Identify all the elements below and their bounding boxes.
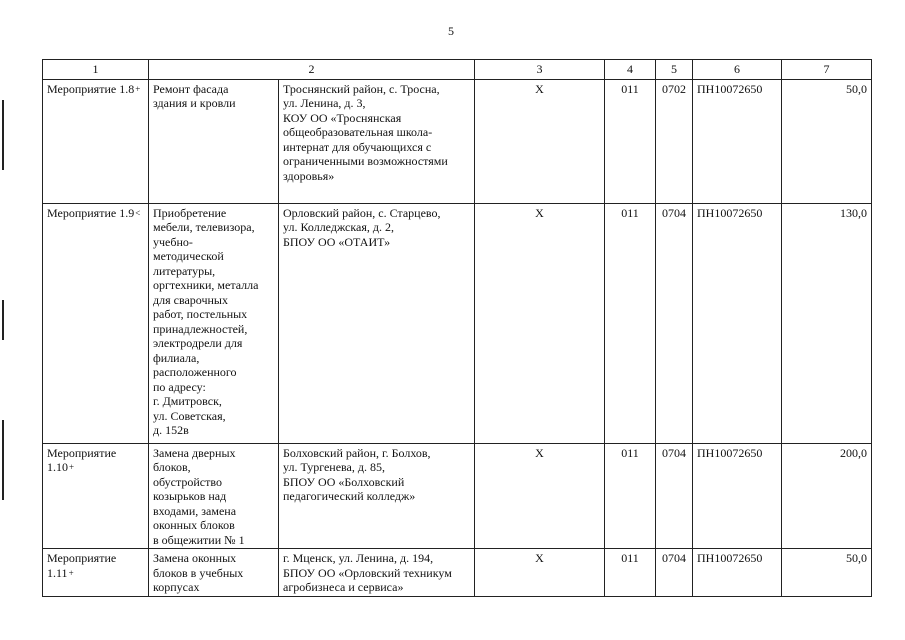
section-cell: [656, 443, 693, 549]
event-cell: [43, 443, 149, 549]
target-code-cell-text: ПН10072650: [697, 551, 763, 565]
location-cell: [279, 549, 475, 597]
code-cell-text: 011: [621, 205, 639, 220]
col3-cell: [475, 443, 605, 549]
location-cell: [279, 443, 475, 549]
table-row: [43, 79, 872, 203]
section-cell: [656, 79, 693, 203]
description-cell-text: Ремонт фасада здания и кровли: [153, 81, 236, 110]
column-header: 6: [693, 60, 782, 80]
handwritten-mark: +: [135, 83, 141, 94]
col3-cell-text: Х: [535, 551, 544, 565]
binding-mark: [2, 420, 4, 500]
code-cell-text: 011: [621, 551, 639, 565]
column-header: 5: [656, 60, 693, 80]
code-cell-text: 011: [621, 445, 639, 460]
handwritten-mark: +: [68, 567, 74, 578]
section-cell-text: 0704: [662, 445, 686, 460]
col3-cell-text: Х: [535, 445, 544, 460]
event-cell: [43, 203, 149, 443]
target-code-cell: [693, 203, 782, 443]
amount-cell-text: 130,0: [840, 205, 867, 220]
event-cell: [43, 549, 149, 597]
col3-cell: [475, 203, 605, 443]
description-cell: [149, 79, 279, 203]
code-cell: [605, 203, 656, 443]
code-cell-text: 011: [621, 81, 639, 96]
location-cell-text: Болховский район, г. Болхов, ул. Тургенева, д. 85, БПОУ ОО «Болховский педагогический колледж»: [283, 445, 431, 503]
section-cell: [656, 203, 693, 443]
event-cell-text: Мероприятие 1.11: [47, 551, 117, 580]
table-row: [43, 443, 872, 549]
column-header: 2: [149, 60, 475, 80]
location-cell-text: Орловский район, с. Старцево, ул. Колледжская, д. 2, БПОУ ОО «ОТАИТ»: [283, 205, 441, 249]
description-cell: [149, 443, 279, 549]
col3-cell-text: Х: [535, 205, 544, 220]
amount-cell-text: 200,0: [840, 445, 867, 460]
amount-cell: [782, 443, 872, 549]
location-cell: [279, 79, 475, 203]
table-body: [43, 79, 872, 596]
table-row: [43, 203, 872, 443]
location-cell-text: г. Мценск, ул. Ленина, д. 194, БПОУ ОО «Орловский техникум агробизнеса и сервиса»: [283, 551, 452, 594]
column-header: 4: [605, 60, 656, 80]
description-cell: [149, 203, 279, 443]
description-cell: [149, 549, 279, 597]
table-header-row: [43, 60, 872, 80]
amount-cell-text: 50,0: [846, 551, 867, 565]
section-cell-text: 0702: [662, 81, 686, 96]
col3-cell-text: Х: [535, 81, 544, 96]
amount-cell: [782, 203, 872, 443]
target-code-cell-text: ПН10072650: [697, 81, 763, 96]
amount-cell: [782, 79, 872, 203]
column-header: 1: [43, 60, 149, 80]
event-cell-text: Мероприятие 1.10: [47, 445, 117, 474]
target-code-cell-text: ПН10072650: [697, 445, 763, 460]
column-header: 3: [475, 60, 605, 80]
event-cell-text: Мероприятие 1.8: [47, 81, 135, 96]
target-code-cell: [693, 549, 782, 597]
location-cell-text: Троснянский район, с. Тросна, ул. Ленина, д. 3, КОУ ОО «Троснянская общеобразовательная школа- интернат для обучающихся с ограниченными возможностями здоровья»: [283, 81, 448, 183]
code-cell: [605, 443, 656, 549]
description-cell-text: Замена дверных блоков, обустройство козырьков над входами, замена оконных блоков в общежитии № 1: [153, 445, 245, 547]
amount-cell-text: 50,0: [846, 81, 867, 96]
description-cell-text: Приобретение мебели, телевизора, учебно- методической литературы, оргтехники, металла для сварочных работ, постельных принадлежностей, электродрели для филиала, расположенного по адресу: г. Дмитровск, ул. Советская, д. 152в: [153, 205, 259, 437]
handwritten-mark: +: [69, 462, 75, 472]
target-code-cell-text: ПН10072650: [697, 205, 763, 220]
binding-mark: [2, 300, 4, 340]
event-cell-text: Мероприятие 1.9: [47, 205, 135, 220]
description-cell-text: Замена оконных блоков в учебных корпусах: [153, 551, 244, 594]
budget-table: [42, 59, 872, 597]
target-code-cell: [693, 79, 782, 203]
section-cell: [656, 549, 693, 597]
column-header: 7: [782, 60, 872, 80]
section-cell-text: 0704: [662, 205, 686, 220]
location-cell: [279, 203, 475, 443]
table-row: [43, 549, 872, 597]
col3-cell: [475, 549, 605, 597]
section-cell-text: 0704: [662, 551, 686, 565]
handwritten-mark: <: [135, 207, 141, 218]
col3-cell: [475, 79, 605, 203]
binding-mark: [2, 100, 4, 170]
target-code-cell: [693, 443, 782, 549]
code-cell: [605, 79, 656, 203]
code-cell: [605, 549, 656, 597]
event-cell: [43, 79, 149, 203]
page-number: 5: [448, 24, 454, 38]
amount-cell: [782, 549, 872, 597]
